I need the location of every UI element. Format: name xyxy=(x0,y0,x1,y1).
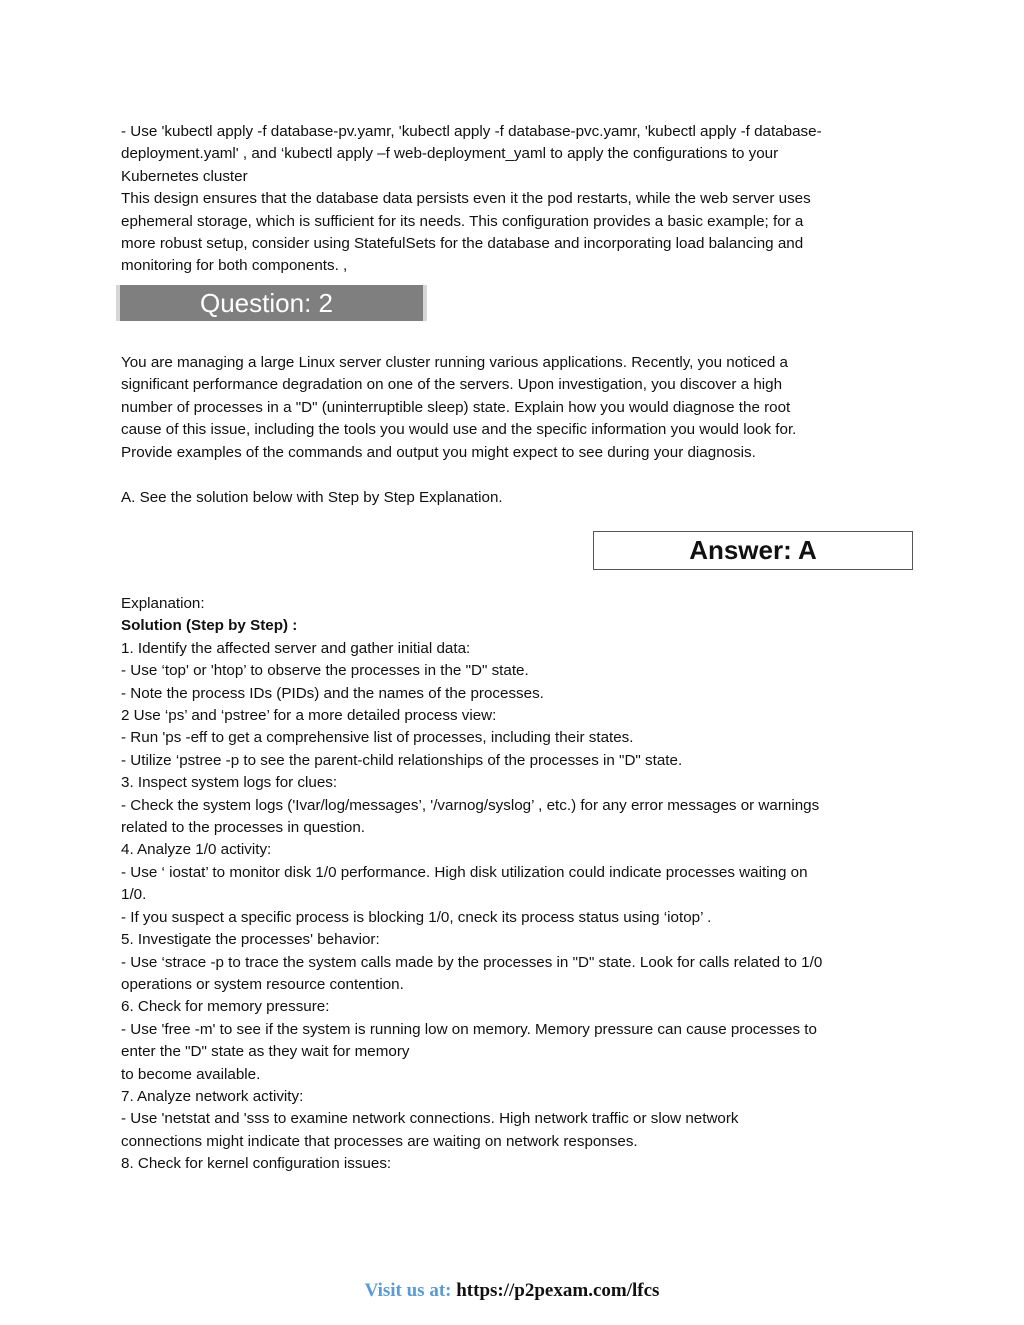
explanation-line: 3. Inspect system logs for clues: xyxy=(121,774,338,792)
explanation-line: - Check the system logs ('Ivar/log/messages’, '/varnog/syslog’ , etc.) for any error messages or warnings xyxy=(121,796,820,814)
explanation-line: - Use 'free -m' to see if the system is running low on memory. Memory pressure can cause processes to xyxy=(121,1020,817,1038)
explanation-line: to become available. xyxy=(121,1065,261,1083)
explanation-line: - Utilize ‘pstree -p to see the parent-child relationships of the processes in "D" state. xyxy=(121,751,683,769)
answer-box xyxy=(593,531,913,570)
explanation-line: operations or system resource contention. xyxy=(121,975,404,993)
intro-line: This design ensures that the database data persists even it the pod restarts, while the web server uses xyxy=(121,190,811,208)
intro-line: Kubernetes cluster xyxy=(121,167,248,185)
answer-label: Answer: A xyxy=(689,535,817,565)
intro-line: deployment.yaml' , and ‘kubectl apply –f web-deployment_yaml to apply the configurations to your xyxy=(121,145,779,163)
explanation-section xyxy=(121,593,921,1176)
question-line: significant performance degradation on one of the servers. Upon investigation, you discover a high xyxy=(121,376,783,394)
explanation-line: - Use ‘ iostat’ to monitor disk 1/0 performance. High disk utilization could indicate processes waiting on xyxy=(121,863,808,881)
explanation-line: 1. Identify the affected server and gather initial data: xyxy=(121,639,471,657)
explanation-label: Explanation: xyxy=(121,595,205,612)
explanation-line: 7. Analyze network activity: xyxy=(121,1087,304,1105)
explanation-line: 1/0. xyxy=(121,886,147,904)
explanation-line: - Use ‘strace -p to trace the system calls made by the processes in "D" state. Look for calls related to 1/0 xyxy=(121,953,823,971)
explanation-line: - Run 'ps -eff to get a comprehensive list of processes, including their states. xyxy=(121,729,634,747)
intro-line: - Use 'kubectl apply -f database-pv.yamr, 'kubectl apply -f database-pvc.yamr, 'kubectl apply -f database- xyxy=(121,123,822,140)
question-heading: Question: 2 xyxy=(200,288,333,318)
explanation-line: - Use ‘top' or 'htop’ to observe the processes in the "D" state. xyxy=(121,662,529,680)
intro-text xyxy=(121,121,921,278)
question-heading-bar xyxy=(116,285,427,321)
intro-line: monitoring for both components. , xyxy=(121,257,348,275)
explanation-line: 8. Check for kernel configuration issues: xyxy=(121,1155,392,1173)
question-line: You are managing a large Linux server cluster running various applications. Recently, you noticed a xyxy=(121,354,788,371)
explanation-line: 4. Analyze 1/0 activity: xyxy=(121,841,272,859)
explanation-line: - If you suspect a specific process is blocking 1/0, cneck its process status using ‘iotop’ . xyxy=(121,908,712,926)
intro-line: ephemeral storage, which is sufficient for its needs. This configuration provides a basic example; for a xyxy=(121,212,804,230)
explanation-line: 6. Check for memory pressure: xyxy=(121,998,330,1016)
explanation-line: - Use 'netstat and 'sss to examine network connections. High network traffic or slow network xyxy=(121,1110,739,1128)
page-footer xyxy=(0,1280,1024,1302)
question-text xyxy=(121,352,921,464)
question-line: cause of this issue, including the tools you would use and the specific information you would look for. xyxy=(121,421,797,439)
explanation-line: enter the "D" state as they wait for memory xyxy=(121,1043,410,1061)
explanation-line: 2 Use ‘ps’ and ‘pstree’ for a more detailed process view: xyxy=(121,707,497,725)
answer-option xyxy=(121,487,921,509)
explanation-line: - Note the process IDs (PIDs) and the names of the processes. xyxy=(121,684,544,702)
solution-heading: Solution (Step by Step) : xyxy=(121,617,298,635)
explanation-line: connections might indicate that processes are waiting on network responses. xyxy=(121,1132,638,1150)
intro-line: more robust setup, consider using StatefulSets for the database and incorporating load balancing and xyxy=(121,235,804,253)
option-a: A. See the solution below with Step by Step Explanation. xyxy=(121,489,503,506)
footer-url-link[interactable]: https://p2pexam.com/lfcs xyxy=(456,1280,660,1301)
footer-visit-label: Visit us at: xyxy=(364,1280,452,1301)
explanation-line: 5. Investigate the processes' behavior: xyxy=(121,931,380,949)
question-line: number of processes in a "D" (uninterruptible sleep) state. Explain how you would diagnose the root xyxy=(121,398,791,416)
explanation-line: related to the processes in question. xyxy=(121,819,365,837)
question-line: Provide examples of the commands and output you might expect to see during your diagnosis. xyxy=(121,443,756,461)
